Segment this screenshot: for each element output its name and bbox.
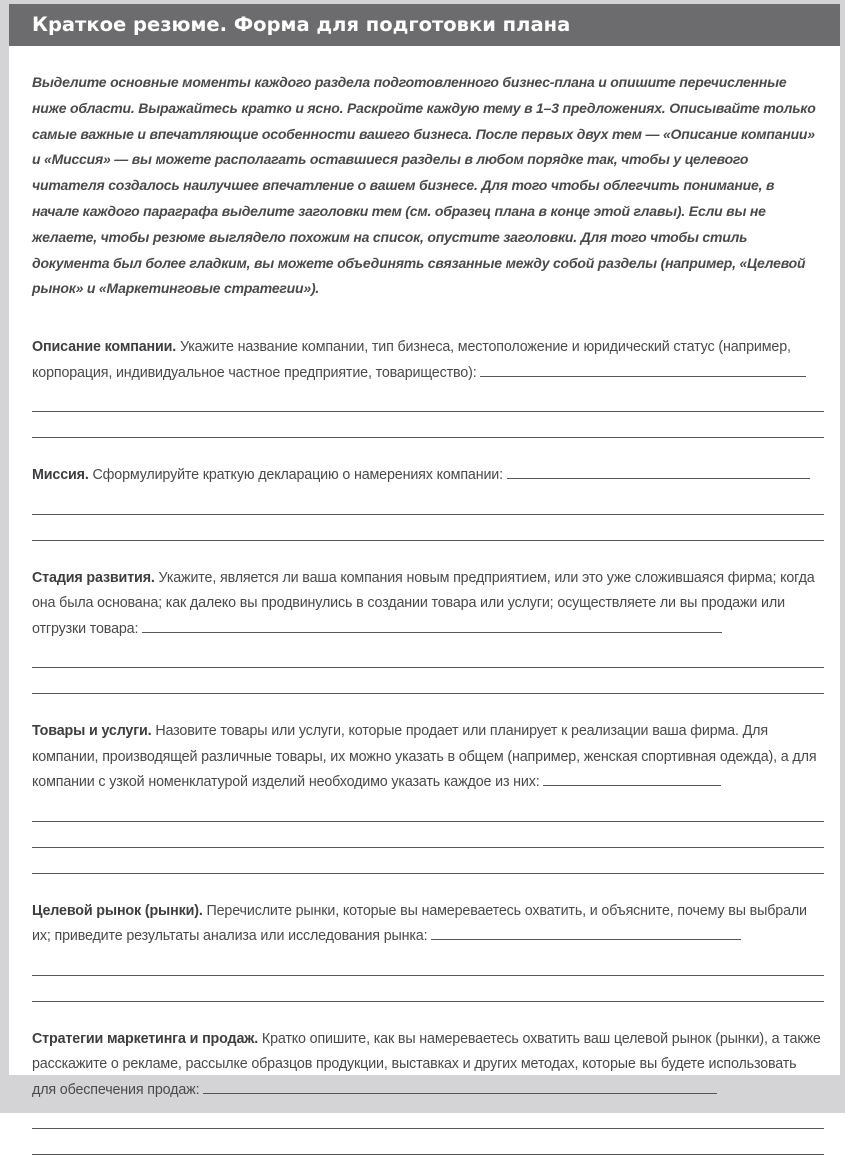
answer-line[interactable]	[32, 668, 824, 694]
section-heading: Целевой рынок (рынки).	[32, 902, 203, 919]
section-heading: Стратегии маркетинга и продаж.	[32, 1030, 259, 1047]
answer-line[interactable]	[32, 489, 824, 515]
page-title: Краткое резюме. Форма для подготовки плана	[9, 4, 840, 46]
answer-line[interactable]	[32, 950, 824, 976]
answer-line[interactable]	[32, 1103, 824, 1129]
section-products-services	[32, 719, 824, 874]
form-panel	[9, 46, 840, 1098]
answer-line[interactable]	[32, 848, 824, 874]
answer-line[interactable]	[32, 412, 824, 438]
section-paragraph	[32, 899, 824, 950]
section-heading: Товары и услуги.	[32, 723, 152, 740]
answer-line[interactable]	[32, 515, 824, 541]
section-prompt: Укажите, является ли ваша компания новым предприятием, или это уже сложившаяся фирма; когда она была основана; как далеко вы продвинулись в создании товара или услуги; осуществляете ли вы продажи или отгрузки товара:	[32, 569, 815, 637]
section-company-description	[32, 335, 824, 438]
answer-line[interactable]	[543, 784, 721, 786]
intro-text: Выделите основные моменты каждого раздела подготовленного бизнес-плана и опишите перечисленные ниже области. Выражайтесь кратко и ясно. Раскройте каждую тему в 1–3 предложениях. Описывайте только самые важные и впечатляющие особенности вашего бизнеса. После первых двух тем — «Описание компании» и «Миссия» — вы можете располагать оставшиеся разделы в любом порядке так, чтобы у целевого читателя создалось наилучшее впечатление о вашем бизнесе. Для того чтобы облегчить понимание, в начале каждого параграфа выделите заголовки тем (см. образец плана в конце этой главы). Если вы не желаете, чтобы резюме выглядело похожим на список, опустите заголовки. Для того чтобы стиль документа был более гладким, вы можете объединять связанные между собой разделы (например, «Целевой рынок» и «Маркетинговые стратегии»).	[32, 74, 816, 297]
section-development-stage	[32, 566, 824, 695]
section-heading: Описание компании.	[32, 339, 177, 356]
section-mission	[32, 463, 824, 541]
section-paragraph	[32, 719, 824, 796]
section-heading: Миссия.	[32, 467, 89, 484]
section-prompt: Укажите название компании, тип бизнеса, местоположение и юридический статус (например, корпорация, индивидуальное частное предприятие, товарищество):	[32, 339, 791, 381]
answer-line[interactable]	[203, 1092, 717, 1094]
answer-line[interactable]	[32, 642, 824, 668]
answer-line[interactable]	[480, 375, 806, 377]
section-paragraph	[32, 1027, 824, 1104]
answer-line[interactable]	[507, 477, 810, 479]
answer-line[interactable]	[431, 938, 741, 940]
section-marketing-strategy	[32, 1027, 824, 1155]
section-target-market	[32, 899, 824, 1002]
answer-line[interactable]	[32, 822, 824, 848]
answer-line[interactable]	[32, 386, 824, 412]
answer-line[interactable]	[32, 1129, 824, 1155]
section-prompt: Кратко опишите, как вы намереваетесь охватить ваш целевой рынок (рынки), а также расскажите о рекламе, рассылке образцов продукции, выставках и других методах, которые вы будете использовать для обеспечения продаж:	[32, 1030, 821, 1098]
section-prompt: Перечислите рынки, которые вы намереваетесь охватить, и объясните, почему вы выбрали их; приведите результаты анализа или исследования рынка:	[32, 902, 807, 945]
section-prompt: Сформулируйте краткую декларацию о намерениях компании:	[92, 467, 503, 484]
section-heading: Стадия развития.	[32, 569, 155, 586]
answer-line[interactable]	[32, 796, 824, 822]
section-paragraph	[32, 463, 824, 489]
answer-line[interactable]	[32, 976, 824, 1002]
section-prompt: Назовите товары или услуги, которые продает или планирует к реализации ваша фирма. Для компании, производящей различные товары, их можно указать в общем (например, женская спортивная одежда), а для компании с узкой номенклатурой изделий необходимо указать каждое из них:	[32, 723, 817, 791]
answer-line[interactable]	[142, 631, 722, 633]
section-paragraph	[32, 335, 824, 386]
section-paragraph	[32, 566, 824, 643]
